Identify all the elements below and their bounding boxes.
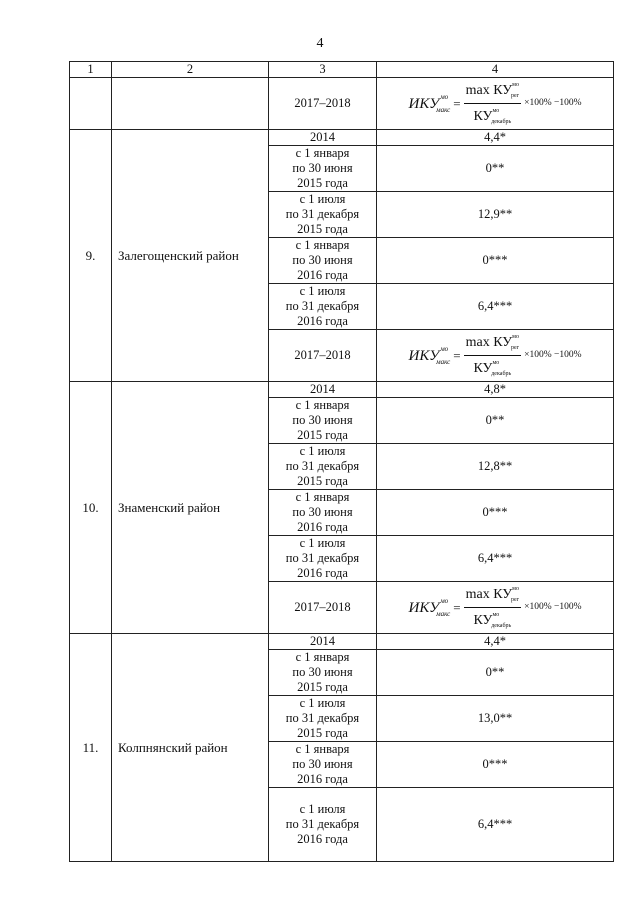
formula-cell bbox=[377, 582, 614, 634]
district-row bbox=[70, 382, 614, 398]
value-cell: 12,9** bbox=[377, 192, 614, 238]
formula-cell bbox=[377, 330, 614, 382]
period-line: с 1 июля bbox=[299, 444, 346, 458]
period-line: 2017–2018 bbox=[294, 600, 351, 614]
period-cell bbox=[269, 398, 377, 444]
value-cell: 4,8* bbox=[377, 382, 614, 398]
header-col-4: 4 bbox=[377, 62, 614, 78]
value-cell: 6,4*** bbox=[377, 536, 614, 582]
period-cell bbox=[269, 284, 377, 330]
header-row bbox=[70, 62, 614, 78]
period-cell bbox=[269, 536, 377, 582]
value-cell: 6,4*** bbox=[377, 788, 614, 862]
period-line: 2014 bbox=[310, 130, 335, 144]
period-line: 2016 года bbox=[297, 832, 348, 846]
value-cell: 4,4* bbox=[377, 634, 614, 650]
carryover-formula bbox=[377, 78, 614, 130]
district-number: 10. bbox=[70, 382, 112, 634]
period-line: по 31 декабря bbox=[285, 551, 360, 565]
period-line: с 1 января bbox=[295, 238, 350, 252]
period-line: по 30 июня bbox=[292, 253, 353, 267]
tariff-table bbox=[69, 61, 614, 862]
district-number: 11. bbox=[70, 634, 112, 862]
period-cell bbox=[269, 146, 377, 192]
period-line: 2015 года bbox=[297, 474, 348, 488]
formula-fraction bbox=[464, 78, 522, 129]
period-cell bbox=[269, 582, 377, 634]
formula-equals: = bbox=[453, 96, 461, 111]
formula-equals: = bbox=[453, 600, 461, 615]
period-line: по 30 июня bbox=[292, 413, 353, 427]
period-cell bbox=[269, 382, 377, 398]
period-line: с 1 июля bbox=[299, 696, 346, 710]
period-line: с 1 января bbox=[295, 490, 350, 504]
formula-numerator: $\max КУ^{мо}_{рег}$ bbox=[464, 330, 522, 356]
value-cell: 0*** bbox=[377, 238, 614, 284]
iku-formula bbox=[408, 330, 581, 381]
period-line: с 1 января bbox=[295, 742, 350, 756]
value-cell: 0*** bbox=[377, 742, 614, 788]
period-line: 2014 bbox=[310, 382, 335, 396]
value-cell: 12,8** bbox=[377, 444, 614, 490]
period-line: 2015 года bbox=[297, 176, 348, 190]
period-line: по 30 июня bbox=[292, 505, 353, 519]
period-line: по 31 декабря bbox=[285, 711, 360, 725]
period-cell bbox=[269, 130, 377, 146]
period-line: 2015 года bbox=[297, 222, 348, 236]
period-cell bbox=[269, 192, 377, 238]
carryover-period: 2017–2018 bbox=[269, 78, 377, 130]
period-cell bbox=[269, 490, 377, 536]
period-line: по 31 декабря bbox=[285, 299, 360, 313]
period-cell bbox=[269, 742, 377, 788]
period-line: 2016 года bbox=[297, 566, 348, 580]
formula-lhs: $ИКУ^{мо}_{макс}$ bbox=[408, 596, 451, 618]
period-line: 2016 года bbox=[297, 520, 348, 534]
period-line: с 1 января bbox=[295, 650, 350, 664]
period-cell bbox=[269, 650, 377, 696]
district-number: 9. bbox=[70, 130, 112, 382]
carryover-name-cell bbox=[112, 78, 269, 130]
district-name: Знаменский район bbox=[112, 382, 269, 634]
period-line: 2015 года bbox=[297, 680, 348, 694]
formula-numerator: $\max КУ^{мо}_{рег}$ bbox=[464, 78, 522, 104]
period-cell bbox=[269, 788, 377, 862]
period-line: с 1 июля bbox=[299, 536, 346, 550]
carryover-row bbox=[70, 78, 614, 130]
value-cell: 4,4* bbox=[377, 130, 614, 146]
period-cell bbox=[269, 696, 377, 742]
period-line: 2015 года bbox=[297, 428, 348, 442]
value-cell: 0** bbox=[377, 398, 614, 444]
formula-numerator: $\max КУ^{мо}_{рег}$ bbox=[464, 582, 522, 608]
period-line: по 30 июня bbox=[292, 757, 353, 771]
period-line: по 31 декабря bbox=[285, 459, 360, 473]
period-cell bbox=[269, 634, 377, 650]
carryover-num-cell bbox=[70, 78, 112, 130]
iku-formula bbox=[408, 582, 581, 633]
period-line: 2016 года bbox=[297, 268, 348, 282]
formula-denominator: $КУ^{мо}_{декабрь}$ bbox=[473, 612, 512, 629]
period-line: с 1 июля bbox=[299, 284, 346, 298]
iku-formula bbox=[408, 78, 581, 129]
value-cell: 0** bbox=[377, 650, 614, 696]
period-line: по 30 июня bbox=[292, 665, 353, 679]
period-line: 2017–2018 bbox=[294, 348, 351, 362]
formula-tail: ×100% −100% bbox=[524, 602, 582, 612]
header-col-1: 1 bbox=[70, 62, 112, 78]
period-cell bbox=[269, 238, 377, 284]
period-line: с 1 июля bbox=[299, 802, 346, 816]
period-line: 2015 года bbox=[297, 726, 348, 740]
formula-fraction bbox=[464, 582, 522, 633]
value-cell: 6,4*** bbox=[377, 284, 614, 330]
formula-tail: ×100% −100% bbox=[524, 98, 582, 108]
value-cell: 0** bbox=[377, 146, 614, 192]
value-cell: 13,0** bbox=[377, 696, 614, 742]
header-col-3: 3 bbox=[269, 62, 377, 78]
formula-equals: = bbox=[453, 348, 461, 363]
header-col-2: 2 bbox=[112, 62, 269, 78]
formula-denominator: $КУ^{мо}_{декабрь}$ bbox=[473, 360, 512, 377]
page-number: 4 bbox=[316, 36, 324, 51]
period-line: с 1 июля bbox=[299, 192, 346, 206]
value-cell: 0*** bbox=[377, 490, 614, 536]
formula-lhs: $ИКУ^{мо}_{макс}$ bbox=[408, 344, 451, 366]
period-line: по 31 декабря bbox=[285, 817, 360, 831]
district-name: Колпнянский район bbox=[112, 634, 269, 862]
period-line: 2014 bbox=[310, 634, 335, 648]
district-row bbox=[70, 634, 614, 650]
period-line: 2016 года bbox=[297, 314, 348, 328]
district-row bbox=[70, 130, 614, 146]
formula-tail: ×100% −100% bbox=[524, 350, 582, 360]
formula-lhs: $ИКУ^{мо}_{макс}$ bbox=[408, 92, 451, 114]
formula-fraction bbox=[464, 330, 522, 381]
period-cell bbox=[269, 330, 377, 382]
formula-denominator: $КУ^{мо}_{декабрь}$ bbox=[473, 108, 512, 125]
district-name: Залегощенский район bbox=[112, 130, 269, 382]
period-cell bbox=[269, 444, 377, 490]
period-line: с 1 января bbox=[295, 146, 350, 160]
period-line: с 1 января bbox=[295, 398, 350, 412]
period-line: по 30 июня bbox=[292, 161, 353, 175]
period-line: 2016 года bbox=[297, 772, 348, 786]
period-line: по 31 декабря bbox=[285, 207, 360, 221]
